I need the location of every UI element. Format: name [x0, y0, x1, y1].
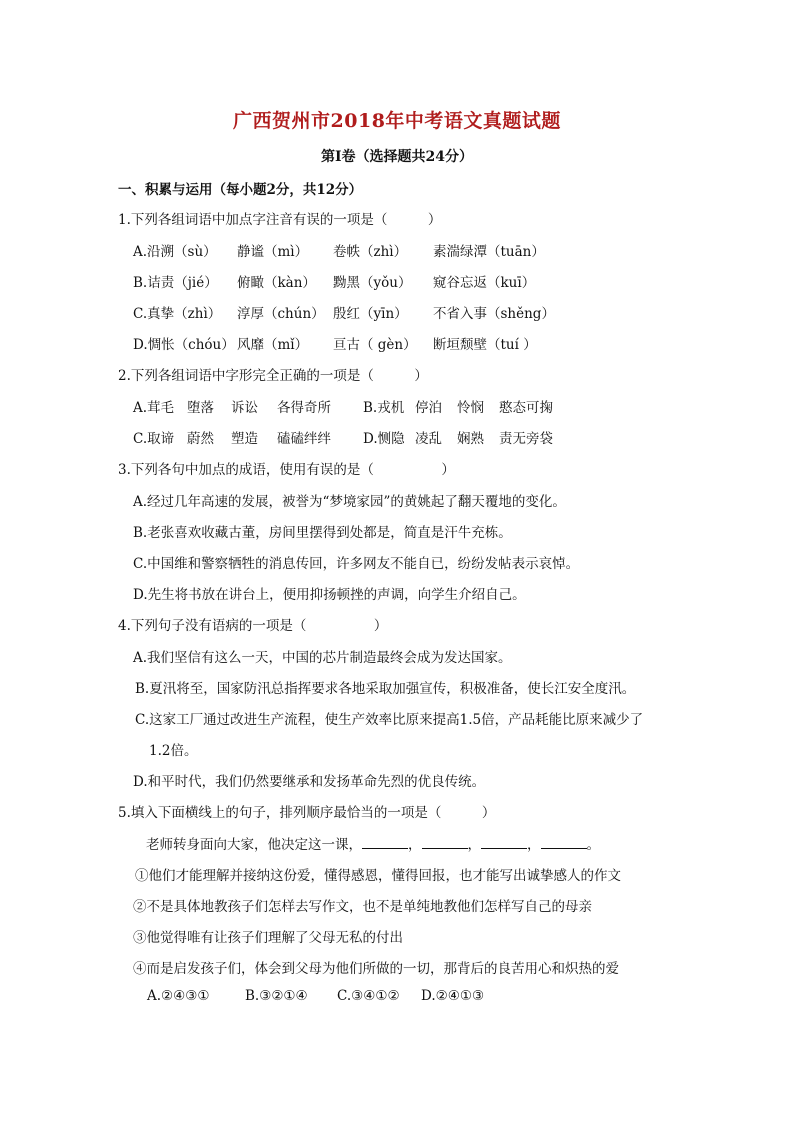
- option-item: 各得奇所: [277, 400, 331, 416]
- option-item: 诉讼: [231, 400, 258, 416]
- question-5-choices: [147, 988, 484, 1004]
- section-subtitle: 第Ⅰ卷（选择题共24分）: [320, 149, 474, 165]
- page-title: 广西贺州市2018年中考语文真题试题: [233, 110, 561, 132]
- question-4-option-b: B.夏汛将至，国家防汛总指挥要求各地采取加强宣传，积极准备，使长江安全度汛。: [135, 681, 636, 697]
- option-item: 娴熟: [457, 431, 484, 447]
- option-item: B.戎机: [363, 400, 405, 416]
- question-5-stem: 5.填入下面横线上的句子，排列顺序最恰当的一项是（ ）: [118, 805, 496, 821]
- option-item: 亘古（ gèn）: [333, 337, 417, 353]
- option-item: 塑造: [231, 431, 258, 447]
- option-item: 怜悯: [457, 400, 484, 416]
- question-1-stem: 1.下列各组词语中加点字注音有误的一项是（ ）: [118, 212, 442, 228]
- option-item: 窥谷忘返（kuī）: [433, 275, 536, 291]
- question-2-row-ab: [133, 396, 553, 416]
- option-item: D.惆怅（chóu）: [133, 337, 235, 353]
- question-1-row-d: [133, 333, 537, 353]
- question-4-option-a: A.我们坚信有这么一天，中国的芯片制造最终会成为发达国家。: [133, 650, 512, 666]
- separator: ，: [467, 837, 481, 853]
- blank-line: [541, 836, 587, 849]
- question-3-option-d: D.先生将书放在讲台上，便用抑扬顿挫的声调，向学生介绍自己。: [133, 587, 526, 603]
- option-item: A.茸毛: [133, 400, 175, 416]
- option-item: B.诘责（jié）: [133, 275, 218, 291]
- question-4-stem: 4.下列句子没有语病的一项是（ ）: [118, 618, 388, 634]
- question-3-option-a: A.经过几年高速的发展，被誉为“梦境家园”的黄姚起了翻天覆地的变化。: [133, 494, 566, 510]
- choice-b: B.③②①④: [245, 988, 308, 1004]
- option-item: 静谧（mì）: [237, 244, 309, 260]
- option-item: 磕磕绊绊: [277, 431, 331, 447]
- option-item: 黝黑（yǒu）: [333, 275, 412, 291]
- option-item: C.真挚（zhì）: [133, 306, 222, 322]
- option-item: 责无旁袋: [499, 431, 553, 447]
- option-item: 断垣颓壁（tuí ）: [433, 337, 537, 353]
- option-item: 不省入事（shěng）: [433, 306, 555, 322]
- question-2-row-cd: [133, 427, 553, 447]
- option-item: 俯瞰（kàn）: [237, 275, 316, 291]
- option-item: 卷帙（zhì）: [333, 244, 408, 260]
- question-3-option-b: B.老张喜欢收藏古董，房间里摆得到处都是，简直是汗牛充栋。: [133, 525, 512, 541]
- question-5-item-3: ③他觉得唯有让孩子们理解了父母无私的付出: [133, 930, 403, 946]
- lead-text: 老师转身面向大家，他决定这一课，: [146, 837, 362, 853]
- question-4-option-c: C.这家工厂通过改进生产流程，使生产效率比原来提高1.5倍，产品耗能比原来减少了: [135, 712, 644, 728]
- option-item: 凌乱: [415, 431, 442, 447]
- question-5-item-4: ④而是启发孩子们，体会到父母为他们所做的一切，那背后的良苦用心和炽热的爱: [133, 961, 619, 977]
- separator: ，: [408, 837, 422, 853]
- question-3-option-c: C.中国维和警察牺牲的消息传回，许多网友不能自已，纷纷发帖表示哀悼。: [133, 556, 580, 572]
- blank-line: [362, 836, 408, 849]
- option-item: 憨态可掬: [499, 400, 553, 416]
- question-4-option-d: D.和平时代，我们仍然要继承和发扬革命先烈的优良传统。: [133, 774, 486, 790]
- end-mark: 。: [586, 837, 600, 853]
- question-5-lead: [146, 833, 600, 853]
- blank-line: [422, 836, 468, 849]
- option-item: A.沿溯（sù）: [133, 244, 217, 260]
- option-item: 素湍绿潭（tuān）: [433, 244, 545, 260]
- option-item: 堕落: [187, 400, 214, 416]
- question-2-stem: 2.下列各组词语中字形完全正确的一项是（ ）: [118, 368, 428, 384]
- question-3-stem: 3.下列各句中加点的成语，使用有误的是（ ）: [118, 462, 455, 478]
- option-item: 风靡（mǐ）: [237, 337, 309, 353]
- option-item: 淳厚（chún）: [237, 306, 325, 322]
- question-5-item-2: ②不是具体地教孩子们怎样去写作文，也不是单纯地教他们怎样写自己的母亲: [133, 899, 592, 915]
- question-1-row-c: [133, 302, 555, 322]
- question-5-item-1: ①他们才能理解并接纳这份爱，懂得感恩，懂得回报，也才能写出诚挚感人的作文: [135, 868, 621, 884]
- question-1-row-a: [133, 240, 545, 260]
- question-4-option-c-cont: 1.2倍。: [149, 743, 198, 759]
- option-item: 蔚然: [187, 431, 214, 447]
- option-item: 殷红（yīn）: [333, 306, 408, 322]
- option-item: 停泊: [415, 400, 442, 416]
- blank-line: [481, 836, 527, 849]
- option-item: C.取谛: [133, 431, 175, 447]
- choice-d: D.②④①③: [421, 988, 485, 1004]
- section-heading: 一、积累与运用（每小题2分，共12分）: [118, 182, 363, 198]
- option-item: D.恻隐: [363, 431, 405, 447]
- question-1-row-b: [133, 271, 535, 291]
- choice-a: A.②④③①: [147, 988, 210, 1004]
- choice-c: C.③④①②: [337, 988, 400, 1004]
- separator: ，: [527, 837, 541, 853]
